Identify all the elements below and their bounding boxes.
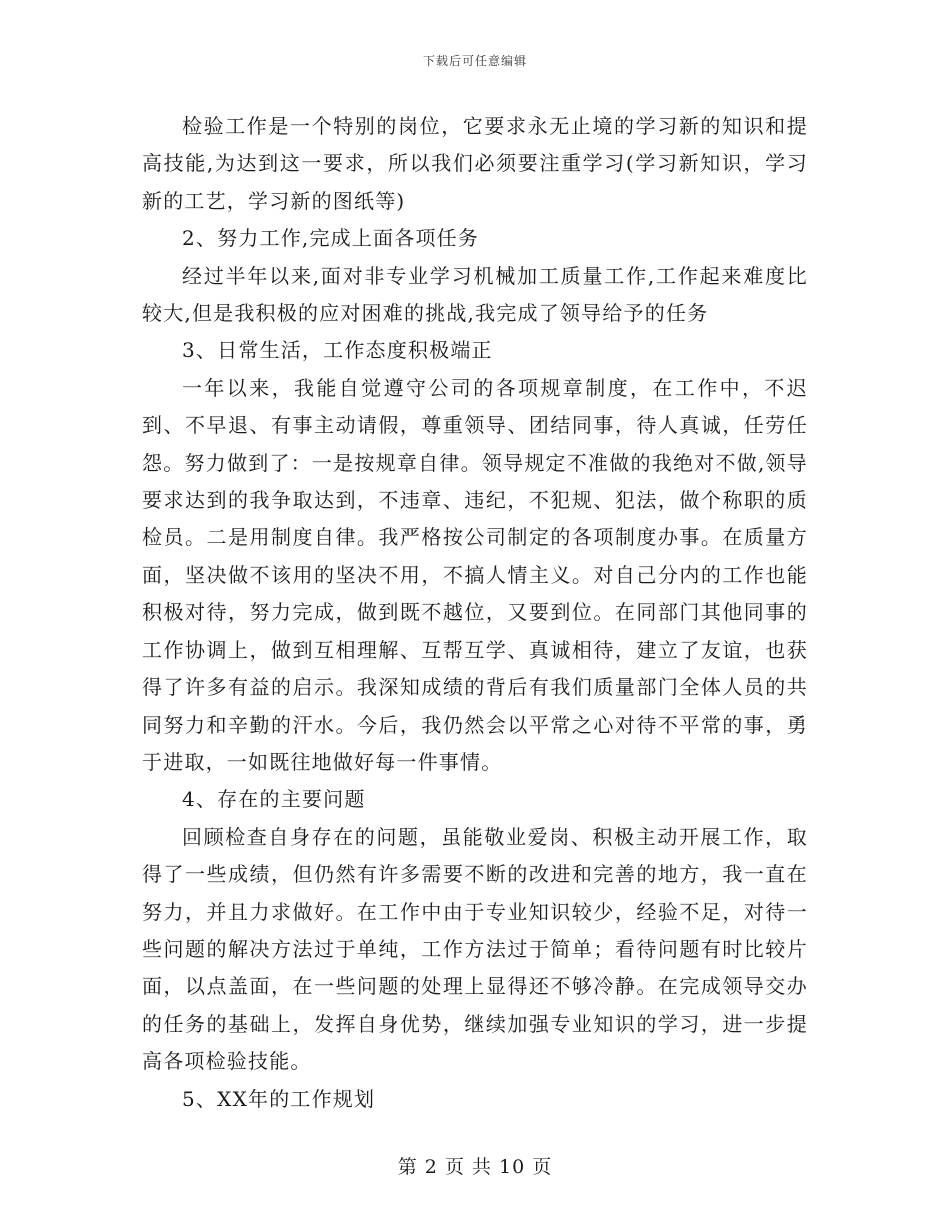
section-heading-2: 2、努力工作,完成上面各项任务	[182, 226, 480, 251]
paragraph-study: 检验工作是一个特别的岗位，它要求永无止境的学习新的知识和提高技能,为达到这一要求，所以我们必须要注重学习(学习新知识，学习新的工艺，学习新的图纸等)	[142, 114, 808, 213]
section-heading-3: 3、日常生活，工作态度积极端正	[182, 338, 493, 363]
paragraph-tasks: 经过半年以来,面对非专业学习机械加工质量工作,工作起来难度比较大,但是我积极的应对困难的挑战,我完成了领导给予的任务	[142, 263, 808, 326]
header-note: 下载后可任意编辑	[422, 54, 527, 68]
page-number-footer: 第 2 页 共 10 页	[397, 1156, 553, 1178]
section-heading-4: 4、存在的主要问题	[182, 787, 366, 812]
paragraph-attitude: 一年以来，我能自觉遵守公司的各项规章制度，在工作中，不迟到、不早退、有事主动请假，尊重领导、团结同事，待人真诚，任劳任怨。努力做到了：一是按规章自律。领导规定不准做的我绝对不做,领导要求达到的我争取达到，不违章、违纪，不犯规、犯法，做个称职的质检员。二是用制度自律。我严格按公司制定的各项制度办事。在质量方面，坚决做不该用的坚决不用，不搞人情主义。对自己分内的工作也能积极对待，努力完成，做到既不越位，又要到位。在同部门其他同事的工作协调上，做到互相理解、互帮互学、真诚相待，建立了友谊，也获得了许多有益的启示。我深知成绩的背后有我们质量部门全体人员的共同努力和辛勤的汗水。今后，我仍然会以平常之心对待不平常的事，勇于进取，一如既往地做好每一件事情。	[142, 375, 808, 774]
section-heading-5: 5、XX年的工作规划	[182, 1086, 376, 1111]
document-body	[142, 108, 808, 1118]
paragraph-problems: 回顾检查自身存在的问题，虽能敬业爱岗、积极主动开展工作，取得了一些成绩，但仍然有许多需要不断的改进和完善的地方，我一直在努力，并且力求做好。在工作中由于专业知识较少，经验不足，对待一些问题的解决方法过于单纯，工作方法过于简单；看待问题有时比较片面，以点盖面，在一些问题的处理上显得还不够冷静。在完成领导交办的任务的基础上，发挥自身优势，继续加强专业知识的学习，进一步提高各项检验技能。	[142, 824, 808, 1074]
